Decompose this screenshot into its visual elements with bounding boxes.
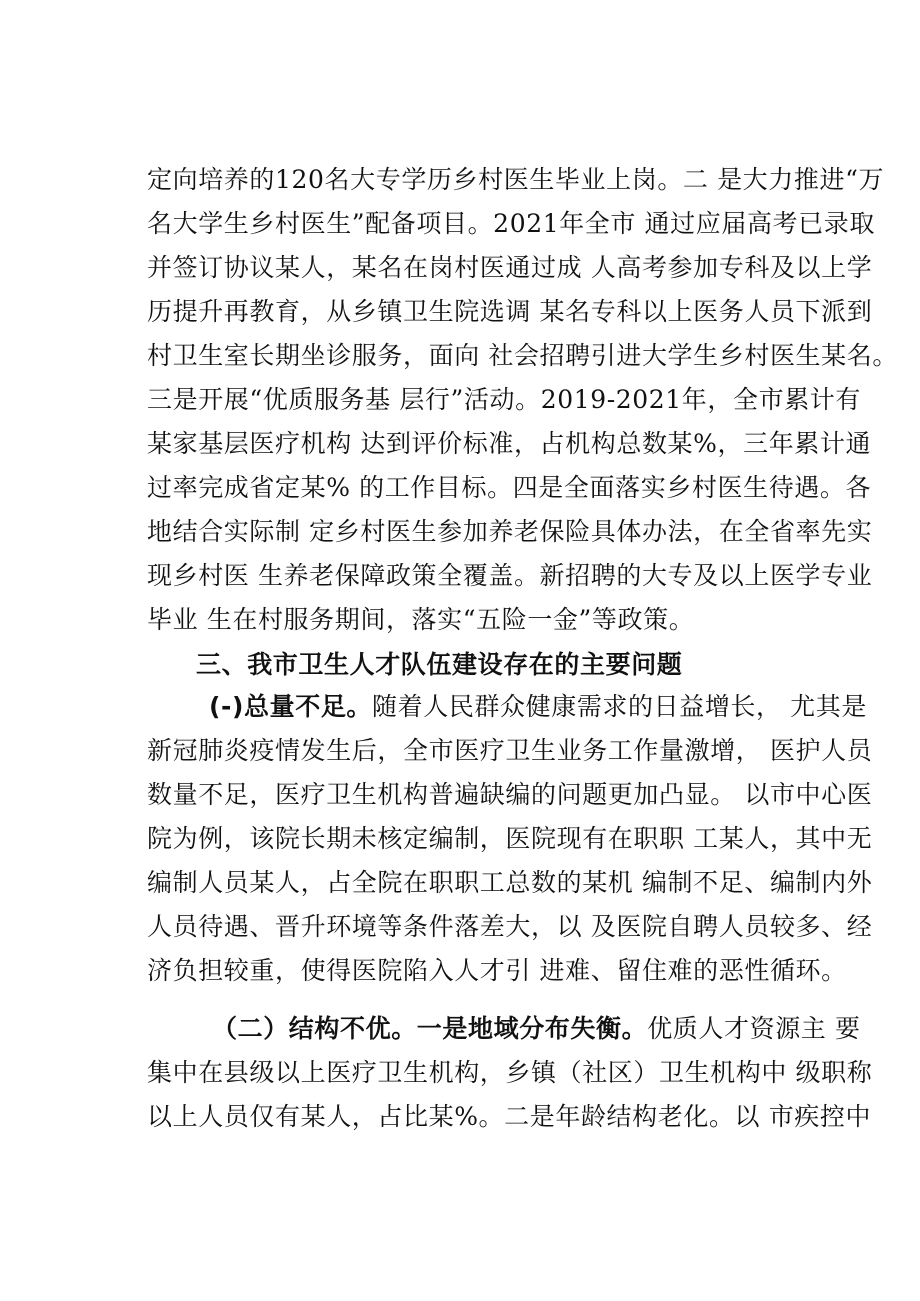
para1-line-3: 数量不足，医疗卫生机构普遍缺编的问题更加凸显。 以市中心医	[147, 780, 873, 809]
text-line-5: 村卫生室长期坐诊服务，面向 社会招聘引进大学生乡村医生某名。	[147, 341, 898, 370]
text-line-7: 某家基层医疗机构 达到评价标准，占机构总数某%，三年累计通	[147, 429, 872, 458]
para1-line-6: 人员待遇、晋升环境等条件落差大，以 及医院自聘人员较多、经	[147, 912, 873, 941]
para2-first-rest: 优质人才资源主 要	[647, 1014, 861, 1043]
text-line-1: 定向培养的120名大专学历乡村医生毕业上岗。二 是大力推进“万	[147, 165, 885, 194]
para1-line-2: 新冠肺炎疫情发生后，全市医疗卫生业务工作量激增， 医护人员	[147, 736, 873, 765]
para2-line-3: 以上人员仅有某人，占比某%。二是年龄结构老化。以 市疾控中	[147, 1102, 872, 1131]
section-heading: 三、我市卫生人才队伍建设存在的主要问题	[196, 650, 683, 679]
para1-line-7: 济负担较重，使得医院陷入人才引 进难、留住难的恶性循环。	[147, 956, 847, 985]
text-line-9: 地结合实际制 定乡村医生参加养老保险具体办法，在全省率先实	[147, 517, 873, 546]
para2-line-2: 集中在县级以上医疗卫生机构，乡镇（社区）卫生机构中 级职称	[147, 1058, 873, 1087]
para2-first-line	[212, 1014, 861, 1044]
text-line-11: 毕业 生在村服务期间，落实“五险一金”等政策。	[147, 605, 695, 634]
text-line-4: 历提升再教育，从乡镇卫生院选调 某名专科以上医务人员下派到	[147, 297, 873, 326]
para1-first-line	[209, 692, 867, 722]
para1-bold-lead: (-)总量不足。	[209, 692, 373, 721]
para1-line-4: 院为例，该院长期未核定编制，医院现有在职职 工某人，其中无	[147, 824, 873, 853]
para1-first-rest: 随着人民群众健康需求的日益增长， 尤其是	[372, 692, 867, 721]
text-line-2: 名大学生乡村医生”配备项目。2021年全市 通过应届高考已录取	[147, 209, 875, 238]
text-line-6: 三是开展“优质服务基 层行”活动。2019-2021年，全市累计有	[147, 385, 862, 414]
para2-bold-lead: （二）结构不优。一是地域分布失衡。	[212, 1014, 648, 1043]
text-line-10: 现乡村医 生养老保障政策全覆盖。新招聘的大专及以上医学专业	[147, 561, 873, 590]
text-line-8: 过率完成省定某% 的工作目标。四是全面落实乡村医生待遇。各	[147, 473, 872, 502]
para1-line-5: 编制人员某人，占全院在职职工总数的某机 编制不足、编制内外	[147, 868, 873, 897]
text-line-3: 并签订协议某人，某名在岗村医通过成 人高考参加专科及以上学	[147, 253, 873, 282]
